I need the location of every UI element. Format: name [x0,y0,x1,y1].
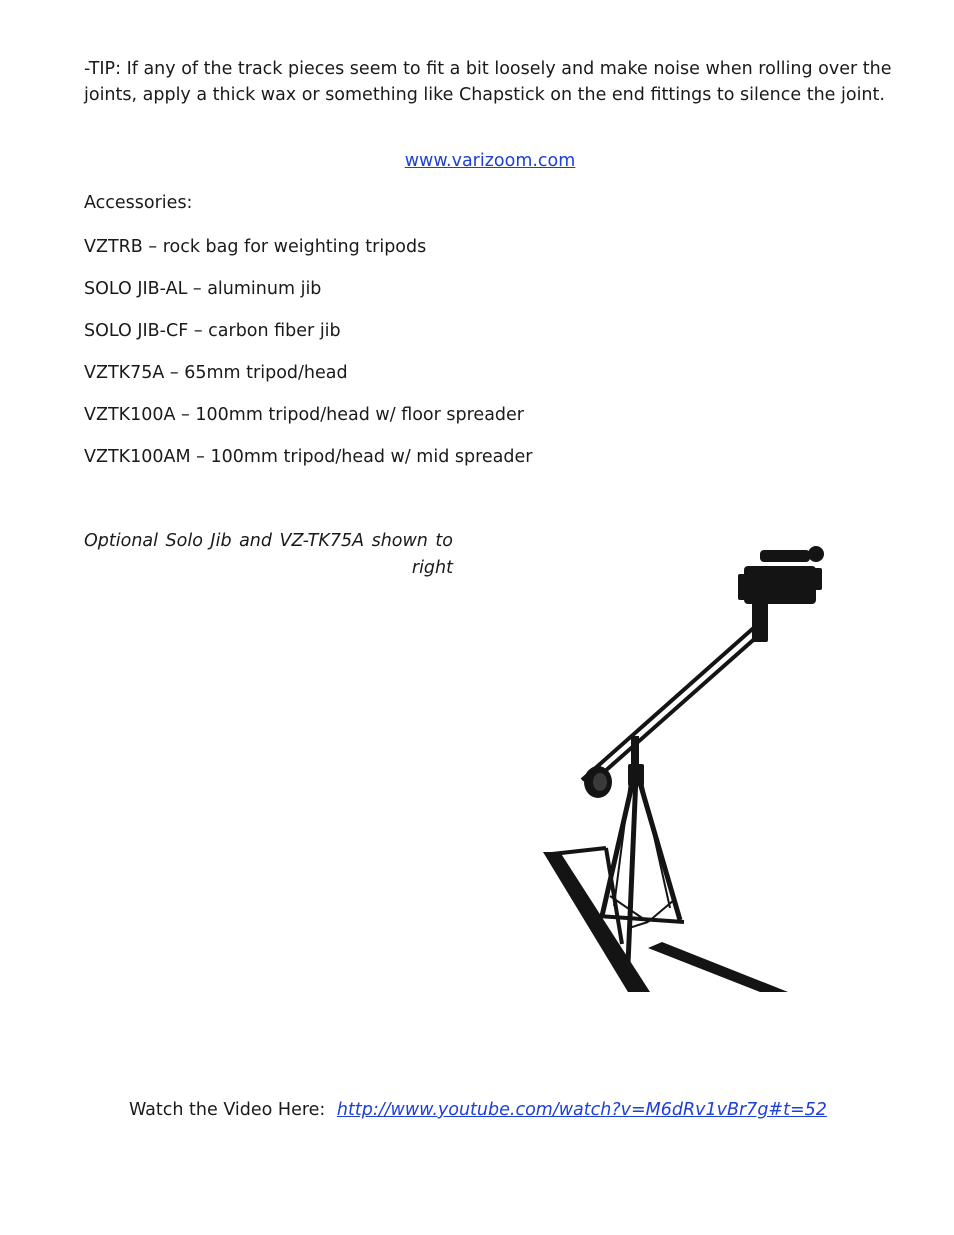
video-line [129,1100,827,1120]
accessories-heading: Accessories: [84,193,193,213]
video-link[interactable]: http://www.youtube.com/watch?v=M6dRv1vBr7g#t=52 [336,1100,827,1120]
accessory-item: VZTK100A – 100mm tripod/head w/ floor spreader [84,405,524,425]
track-crossbar [552,848,606,854]
tripod-leg-inner [642,782,670,908]
jib-arm-lower [586,634,760,788]
accessory-item: SOLO JIB-CF – carbon fiber jib [84,321,341,341]
camera-mount [752,598,768,642]
photo-caption: Optional Solo Jib and VZ-TK75A shown to right [84,531,453,578]
tip-paragraph: -TIP: If any of the track pieces seem to fit a bit loosely and make noise when rolling over the joints, apply a thick wax or something like Chapstick on the end fittings to silence the joint. [84,59,892,105]
accessory-item: VZTK75A – 65mm tripod/head [84,363,348,383]
jib-equipment-photo [538,536,838,996]
accessory-item: SOLO JIB-AL – aluminum jib [84,279,322,299]
camera-top-handle [760,550,810,562]
accessory-item: VZTK100AM – 100mm tripod/head w/ mid spreader [84,447,533,467]
camera-battery [738,574,750,600]
website-link-line [0,151,954,171]
tripod-leg [638,776,680,920]
accessory-item: VZTRB – rock bag for weighting tripods [84,237,427,257]
accessories-list [84,235,532,487]
jib-arm-upper [582,624,758,780]
video-label: Watch the Video Here: [129,1100,326,1120]
website-link[interactable]: www.varizoom.com [404,151,576,171]
track-rail-right [648,942,788,992]
camera-lens [804,568,822,590]
